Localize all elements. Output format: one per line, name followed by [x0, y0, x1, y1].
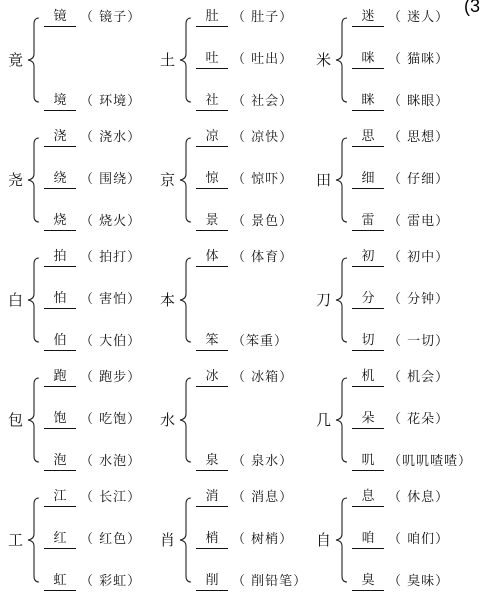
example-word: （ 思想）: [388, 130, 450, 145]
derived-character: 泉: [196, 453, 228, 471]
char-group-13: [8, 488, 168, 592]
derived-character: 消: [196, 489, 228, 507]
char-row: [44, 171, 164, 189]
char-row: [44, 291, 164, 309]
char-row: [44, 531, 164, 549]
example-word: （ 害怕）: [80, 292, 142, 307]
derived-character: 虹: [44, 573, 76, 591]
example-word: （ 猫咪）: [388, 52, 450, 67]
example-word: （ 削铅笔）: [232, 574, 308, 589]
derived-character: 机: [352, 369, 384, 387]
example-word: （ 树梢）: [232, 532, 294, 547]
brace-icon: [25, 16, 41, 104]
derived-character: 朵: [352, 411, 384, 429]
char-row: [196, 453, 316, 471]
example-word: （ 一切）: [388, 334, 450, 349]
brace-icon: [177, 496, 193, 584]
derived-character: 社: [196, 93, 228, 111]
char-row: [44, 9, 164, 27]
example-word: （笨重）: [232, 334, 289, 349]
corner-label: (3: [463, 0, 480, 16]
char-row: [196, 249, 316, 267]
example-word: （ 跑步）: [80, 370, 142, 385]
base-character: 土: [160, 51, 176, 69]
char-row: [196, 573, 316, 591]
char-row: [352, 129, 472, 147]
derived-character: 梢: [196, 531, 228, 549]
example-word: （ 臭味）: [388, 574, 450, 589]
example-word: （ 仔细）: [388, 172, 450, 187]
brace-icon: [177, 256, 193, 344]
example-word: （ 体育）: [232, 250, 294, 265]
char-row: [44, 129, 164, 147]
char-group-14: [160, 488, 320, 592]
char-group-8: [160, 248, 320, 352]
brace-icon: [333, 496, 349, 584]
brace-icon: [177, 136, 193, 224]
base-character: 工: [8, 531, 24, 549]
example-word: （ 环境）: [80, 94, 142, 109]
example-word: （ 惊吓）: [232, 172, 294, 187]
derived-character: 咱: [352, 531, 384, 549]
example-word: （ 泉水）: [232, 454, 294, 469]
derived-character: 红: [44, 531, 76, 549]
example-word: （ 机会）: [388, 370, 450, 385]
derived-character: 景: [196, 213, 228, 231]
derived-character: 跑: [44, 369, 76, 387]
example-word: （ 社会）: [232, 94, 294, 109]
example-word: （ 红色）: [80, 532, 142, 547]
derived-character: 切: [352, 333, 384, 351]
char-row: [196, 531, 316, 549]
char-row: [352, 531, 472, 549]
char-row: [352, 489, 472, 507]
brace-icon: [333, 16, 349, 104]
example-word: （ 凉快）: [232, 130, 294, 145]
char-row: [196, 93, 316, 111]
example-word: （ 大伯）: [80, 334, 142, 349]
char-row: [44, 489, 164, 507]
example-word: （ 水泡）: [80, 454, 142, 469]
derived-character: 臭: [352, 573, 384, 591]
base-character: 刀: [316, 291, 332, 309]
char-row: [44, 453, 164, 471]
base-character: 竟: [8, 51, 24, 69]
example-word: （ 镜子）: [80, 10, 142, 25]
char-group-12: [316, 368, 476, 472]
char-row: [196, 9, 316, 27]
char-row: [44, 369, 164, 387]
char-group-6: [316, 128, 476, 232]
char-row: [352, 51, 472, 69]
example-word: （ 吐出）: [232, 52, 294, 67]
example-word: （ 肚子）: [232, 10, 294, 25]
base-character: 白: [8, 291, 24, 309]
char-row: [352, 213, 472, 231]
derived-character: 咪: [352, 51, 384, 69]
example-word: （ 吃饱）: [80, 412, 142, 427]
char-row: [352, 291, 472, 309]
char-row: [196, 171, 316, 189]
derived-character: 雷: [352, 213, 384, 231]
example-word: （ 分钟）: [388, 292, 450, 307]
char-row: [352, 369, 472, 387]
char-row: [196, 489, 316, 507]
example-word: （ 景色）: [232, 214, 294, 229]
derived-character: 冰: [196, 369, 228, 387]
base-character: 自: [316, 531, 332, 549]
derived-character: 伯: [44, 333, 76, 351]
char-row: [44, 333, 164, 351]
derived-character: 凉: [196, 129, 228, 147]
derived-character: 镜: [44, 9, 76, 27]
char-row: [44, 213, 164, 231]
char-group-1: [8, 8, 168, 112]
derived-character: 饱: [44, 411, 76, 429]
char-group-11: [160, 368, 320, 472]
example-word: （ 咱们）: [388, 532, 450, 547]
char-row: [44, 93, 164, 111]
derived-character: 思: [352, 129, 384, 147]
derived-character: 笨: [196, 333, 228, 351]
brace-icon: [333, 376, 349, 464]
brace-icon: [25, 256, 41, 344]
char-group-15: [316, 488, 476, 592]
brace-icon: [25, 136, 41, 224]
example-word: （ 拍打）: [80, 250, 142, 265]
derived-character: 惊: [196, 171, 228, 189]
char-group-10: [8, 368, 168, 472]
char-row: [352, 9, 472, 27]
derived-character: 肚: [196, 9, 228, 27]
derived-character: 烧: [44, 213, 76, 231]
derived-character: 吐: [196, 51, 228, 69]
example-word: （ 冰箱）: [232, 370, 294, 385]
char-row: [196, 333, 316, 351]
brace-icon: [333, 136, 349, 224]
char-group-4: [8, 128, 168, 232]
example-word: （ 彩虹）: [80, 574, 142, 589]
derived-character: 拍: [44, 249, 76, 267]
example-word: （ 迷人）: [388, 10, 450, 25]
char-group-3: [316, 8, 476, 112]
brace-icon: [25, 376, 41, 464]
derived-character: 削: [196, 573, 228, 591]
example-word: （ 烧火）: [80, 214, 142, 229]
brace-icon: [177, 16, 193, 104]
char-row: [352, 411, 472, 429]
char-row: [352, 171, 472, 189]
example-word: （ 浇水）: [80, 130, 142, 145]
derived-character: 息: [352, 489, 384, 507]
derived-character: 叽: [352, 453, 384, 471]
char-row: [352, 93, 472, 111]
example-word: （ 雷电）: [388, 214, 450, 229]
char-row: [352, 249, 472, 267]
char-row: [196, 129, 316, 147]
derived-character: 怕: [44, 291, 76, 309]
derived-character: 绕: [44, 171, 76, 189]
base-character: 京: [160, 171, 176, 189]
base-character: 包: [8, 411, 24, 429]
derived-character: 体: [196, 249, 228, 267]
example-word: （ 初中）: [388, 250, 450, 265]
derived-character: 眯: [352, 93, 384, 111]
example-word: （ 消息）: [232, 490, 294, 505]
char-row: [196, 213, 316, 231]
char-row: [352, 333, 472, 351]
derived-character: 境: [44, 93, 76, 111]
char-row: [352, 453, 472, 471]
derived-character: 江: [44, 489, 76, 507]
derived-character: 分: [352, 291, 384, 309]
char-row: [196, 369, 316, 387]
brace-icon: [177, 376, 193, 464]
base-character: 肖: [160, 531, 176, 549]
char-group-9: [316, 248, 476, 352]
example-word: （ 休息）: [388, 490, 450, 505]
base-character: 尧: [8, 171, 24, 189]
example-word: （ 长江）: [80, 490, 142, 505]
derived-character: 泡: [44, 453, 76, 471]
base-character: 水: [160, 411, 176, 429]
derived-character: 初: [352, 249, 384, 267]
example-word: （叽叽喳喳）: [388, 454, 473, 469]
example-word: （ 花朵）: [388, 412, 450, 427]
derived-character: 迷: [352, 9, 384, 27]
char-group-2: [160, 8, 320, 112]
example-word: （ 眯眼）: [388, 94, 450, 109]
char-row: [44, 411, 164, 429]
char-row: [44, 573, 164, 591]
derived-character: 浇: [44, 129, 76, 147]
base-character: 本: [160, 291, 176, 309]
char-row: [352, 573, 472, 591]
char-row: [44, 249, 164, 267]
base-character: 米: [316, 51, 332, 69]
derived-character: 细: [352, 171, 384, 189]
brace-icon: [25, 496, 41, 584]
char-group-7: [8, 248, 168, 352]
char-group-5: [160, 128, 320, 232]
base-character: 几: [316, 411, 332, 429]
brace-icon: [333, 256, 349, 344]
base-character: 田: [316, 171, 332, 189]
example-word: （ 围绕）: [80, 172, 142, 187]
char-row: [196, 51, 316, 69]
